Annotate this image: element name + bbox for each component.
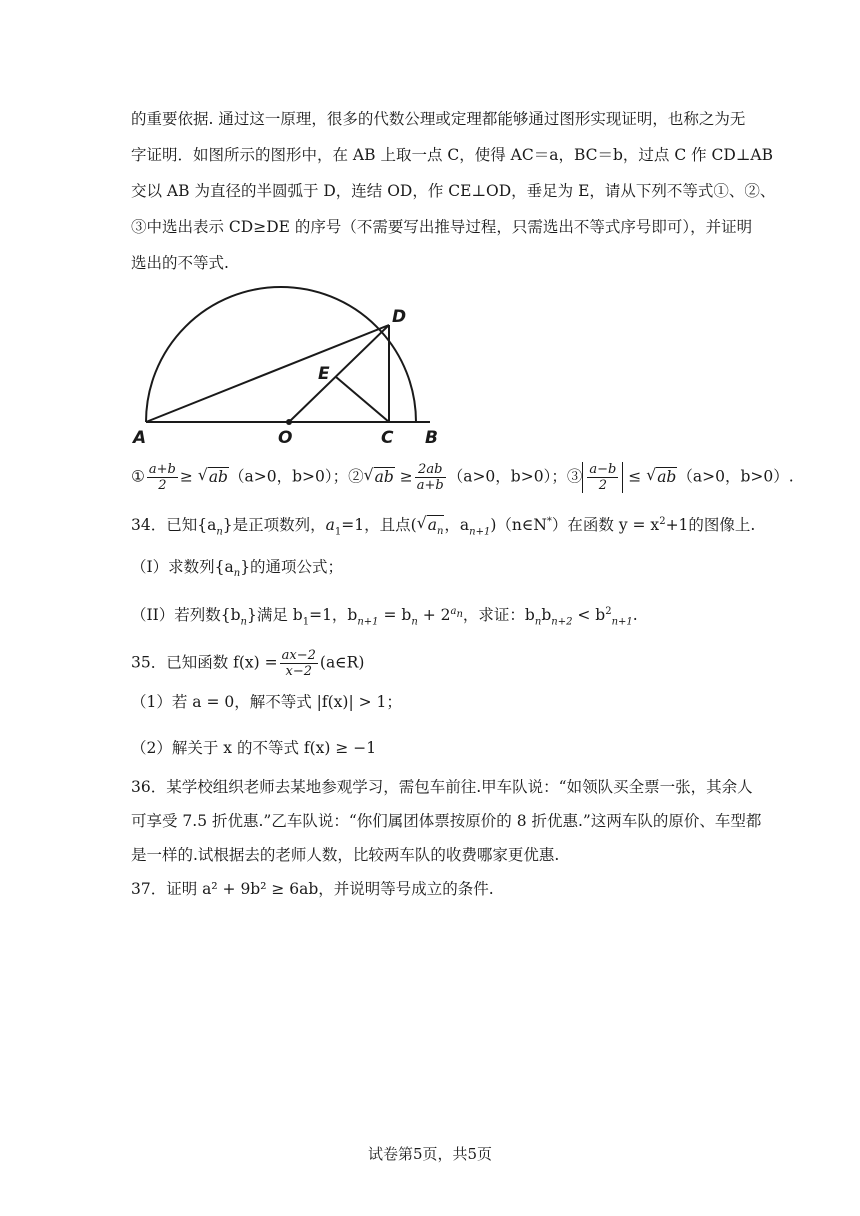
option-3-mark: ③	[566, 467, 583, 486]
q34-part-1: （I）求数列$\{a_n\}$的通项公式；	[131, 558, 344, 580]
option-1-fraction: $\frac{a+b}{2}$	[148, 462, 176, 493]
option-1-mark: ①	[131, 467, 145, 486]
label-e: E	[318, 364, 330, 384]
intro-line-1: 的重要依据. 通过这一原理，很多的代数公理或定理都能够通过图形实现证明，也称之为无	[131, 110, 746, 128]
intro-line-5: 选出的不等式.	[131, 254, 229, 272]
q36-line-1: 36．某学校组织老师去某地参观学习，需包车前往.甲车队说：“如领队买全票一张，其余人	[131, 778, 753, 796]
q36-line-3: 是一样的.试根据去的老师人数，比较两车队的收费哪家更优惠.	[131, 846, 560, 864]
segment-od	[289, 325, 389, 422]
semicircle-arc	[146, 287, 416, 422]
segment-ad	[146, 325, 389, 422]
option-2-fraction: $\frac{2ab}{a+b}$	[416, 462, 444, 493]
intro-line-2: 字证明．如图所示的图形中，在 AB 上取一点 C，使得 AC＝a，BC＝b，过点 C 作 CD⊥AB	[131, 146, 773, 164]
q36-line-2: 可享受 7.5 折优惠.”乙车队说：“你们属团体票按原价的 8 折优惠.”这两车队的原价、车型都	[131, 812, 762, 830]
segment-ce	[336, 377, 389, 422]
label-d: D	[392, 307, 407, 327]
intro-line-4: ③中选出表示 CD≥DE 的序号（不需要写出推导过程，只需选出不等式序号即可），并证明	[131, 218, 753, 236]
intro-line-3: 交以 AB 为直径的半圆弧于 D，连结 OD，作 CE⊥OD，垂足为 E，请从下列不等式①、②、	[131, 182, 776, 200]
option-2-mark: ②	[348, 467, 364, 486]
option-2-sqrt: √ ab	[364, 467, 395, 487]
option-3-abs: $\frac{a-b}{2}$	[582, 462, 623, 493]
semicircle-figure	[131, 278, 451, 450]
q35-part-1: （1）若 a = 0，解不等式 |f(x)| > 1；	[131, 693, 402, 711]
label-a: A	[133, 428, 147, 448]
q35-stem: 35．已知函数 f(x) = $\frac{ax-2}{x-2}$ (a∈R)	[131, 648, 365, 679]
option-1-sqrt: √ ab	[198, 467, 229, 487]
q34-stem: 34．已知$\{a_n\}$是正项数列，$a_1=1$，且点(√ $a_n$，$a_{n+1})(n\in N^*)$在函数 $y = x^2+1$的图像上.	[131, 512, 755, 542]
label-o: O	[278, 428, 293, 448]
point-o	[286, 419, 292, 425]
page-footer: 试卷第5页，共5页	[367, 1145, 493, 1163]
q35-fraction: $\frac{ax-2}{x-2}$	[281, 648, 316, 679]
inequality-options: ① $\frac{a+b}{2}$ ≥ √ ab（a>0，b>0）；②√ ab ≥ $\frac{2ab}{a+b}$ （a>0，b>0）；③ $\frac{a-b}{2}$ ≤ √ ab（a>0，b>0）.	[131, 462, 794, 493]
q35-part-2: （2）解关于 x 的不等式 f(x) ≥ −1	[131, 739, 377, 757]
label-b: B	[425, 428, 438, 448]
label-c: C	[381, 428, 394, 448]
q34-part-2: （II）若列数$\{b_n\}$满足 $b_1=1$，$b_{n+1} = b_n + 2^{a_n}$，求证：$b_nb_{n+2} < b^2_{n+1}$.	[131, 606, 638, 628]
option-3-sqrt: √ ab	[646, 467, 677, 487]
q37-line-1: 37．证明 a² + 9b² ≥ 6ab，并说明等号成立的条件.	[131, 880, 494, 898]
